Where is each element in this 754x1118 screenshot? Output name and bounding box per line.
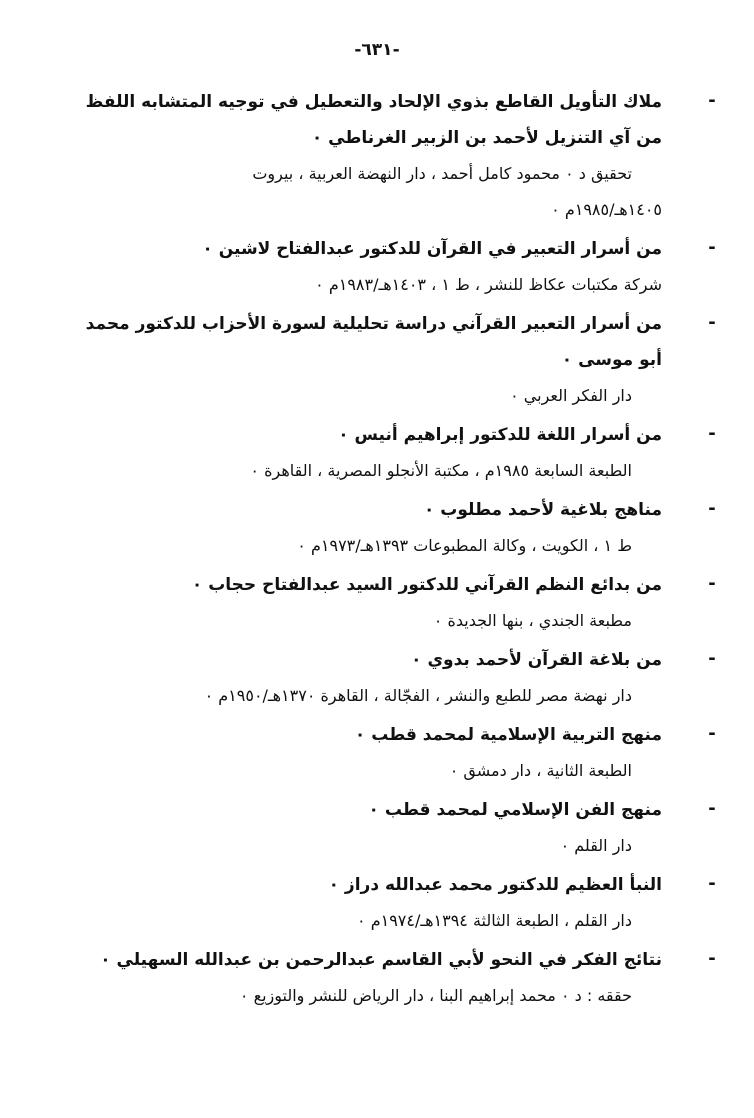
entry-publication-details: دار الفكر العربي ٠	[510, 386, 632, 405]
entry-bullet: -	[708, 312, 716, 333]
entry-publication-details: تحقيق د ٠ محمود كامل أحمد ، دار النهضة العربية ، بيروت	[252, 164, 632, 183]
bibliography-list	[44, 84, 724, 1014]
entry-bullet: -	[708, 723, 716, 744]
bibliography-entry	[44, 867, 724, 939]
bibliography-entry	[44, 942, 724, 1014]
bibliography-entry	[44, 717, 724, 789]
entry-title: من بلاغة القرآن لأحمد بدوي ٠	[411, 650, 662, 670]
entry-publication-details: دار نهضة مصر للطبع والنشر ، الفجّالة ، القاهرة ١٣٧٠هـ/١٩٥٠م ٠	[204, 686, 632, 705]
entry-bullet: -	[708, 423, 716, 444]
bibliography-entry	[44, 567, 724, 639]
entry-bullet: -	[708, 798, 716, 819]
entry-bullet: -	[708, 573, 716, 594]
page-number: -٦٣١-	[354, 40, 400, 60]
entry-bullet: -	[708, 498, 716, 519]
entry-bullet: -	[708, 90, 716, 111]
bibliography-entry	[44, 231, 724, 303]
bibliography-entry	[44, 492, 724, 564]
bibliography-entry	[44, 792, 724, 864]
bibliography-entry	[44, 84, 724, 228]
entry-bullet: -	[708, 648, 716, 669]
bibliography-entry	[44, 417, 724, 489]
entry-publication-details: مطبعة الجندي ، بنها الجديدة ٠	[433, 611, 632, 630]
entry-title: من بدائع النظم القرآني للدكتور السيد عبدالفتاح حجاب ٠	[191, 575, 662, 595]
entry-publication-details: ط ١ ، الكويت ، وكالة المطبوعات ١٣٩٣هـ/١٩٧٣م ٠	[297, 536, 632, 555]
entry-title: مناهج بلاغية لأحمد مطلوب ٠	[424, 500, 662, 520]
entry-title: من أسرار التعبير القرآني دراسة تحليلية لسورة الأحزاب للدكتور محمد	[85, 314, 662, 334]
entry-publication-details: شركة مكتبات عكاظ للنشر ، ط ١ ، ١٤٠٣هـ/١٩٨٣م ٠	[315, 275, 662, 294]
entry-title: من أسرار اللغة للدكتور إبراهيم أنيس ٠	[338, 425, 662, 445]
entry-publication-details: الطبعة السابعة ١٩٨٥م ، مكتبة الأنجلو المصرية ، القاهرة ٠	[250, 461, 632, 480]
bibliography-entry	[44, 306, 724, 414]
entry-bullet: -	[708, 873, 716, 894]
entry-bullet: -	[708, 948, 716, 969]
entry-publication-details: حققه : د ٠ محمد إبراهيم البنا ، دار الرياض للنشر والتوزيع ٠	[239, 986, 632, 1005]
entry-publication-details: دار القلم ٠	[560, 836, 632, 855]
entry-title: منهج الفن الإسلامي لمحمد قطب ٠	[368, 800, 662, 820]
entry-title-continuation: من آي التنزيل لأحمد بن الزبير الغرناطي ٠	[311, 128, 662, 148]
entry-publication-details: الطبعة الثانية ، دار دمشق ٠	[449, 761, 632, 780]
entry-title: النبأ العظيم للدكتور محمد عبدالله دراز ٠	[328, 875, 662, 895]
entry-publication-date: ١٤٠٥هـ/١٩٨٥م ٠	[551, 200, 662, 219]
entry-bullet: -	[708, 237, 716, 258]
entry-title: منهج التربية الإسلامية لمحمد قطب ٠	[354, 725, 662, 745]
entry-publication-details: دار القلم ، الطبعة الثالثة ١٣٩٤هـ/١٩٧٤م ٠	[357, 911, 632, 930]
entry-title: من أسرار التعبير في القرآن للدكتور عبدالفتاح لاشين ٠	[202, 239, 662, 259]
entry-title: ملاك التأويل القاطع بذوي الإلحاد والتعطيل في توجيه المتشابه اللفظ	[85, 92, 662, 112]
bibliography-entry	[44, 642, 724, 714]
entry-title: نتائج الفكر في النحو لأبي القاسم عبدالرحمن بن عبدالله السهيلي ٠	[100, 950, 662, 970]
entry-title-continuation: أبو موسى ٠	[561, 350, 662, 370]
